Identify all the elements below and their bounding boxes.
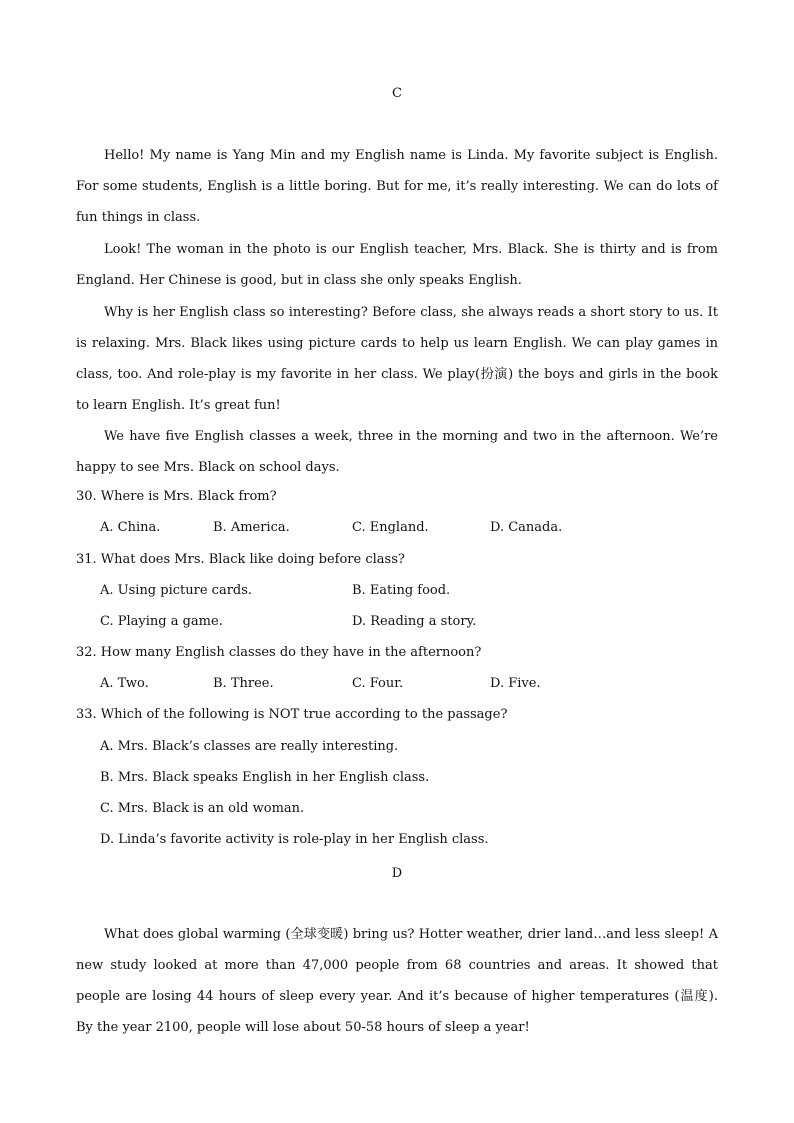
- passage-d-paragraph-1: What does global warming (全球变暖) bring us? Hotter weather, drier land…and less sleep! A new study looked at more than 47,000 people from 68 countries and areas. It showed that people are losing 44 hours of sleep every year. And it’s because of higher temperatures (温度). By the year 2100, people will lose about 50-58 hours of sleep a year!: [76, 927, 718, 1035]
- question-32-option-a: A. Two.: [100, 676, 149, 691]
- question-31-option-d: D. Reading a story.: [352, 614, 477, 629]
- question-33-stem: 33. Which of the following is NOT true according to the passage?: [76, 707, 508, 722]
- question-31-option-c: C. Playing a game.: [100, 614, 223, 629]
- section-c-letter: C: [392, 86, 402, 101]
- passage-c-paragraph-4: We have five English classes a week, three in the morning and two in the afternoon. We’re happy to see Mrs. Black on school days.: [76, 429, 718, 475]
- question-32-option-c: C. Four.: [352, 676, 404, 691]
- question-32-option-b: B. Three.: [213, 676, 274, 691]
- question-30-stem: 30. Where is Mrs. Black from?: [76, 489, 277, 504]
- question-33-option-a: A. Mrs. Black’s classes are really interesting.: [100, 739, 399, 754]
- question-30-option-b: B. America.: [213, 520, 290, 535]
- question-32-option-d: D. Five.: [490, 676, 541, 691]
- passage-c-paragraph-1: Hello! My name is Yang Min and my English name is Linda. My favorite subject is English. For some students, English is a little boring. But for me, it’s really interesting. We can do lots of fun things in class.: [76, 148, 718, 225]
- question-33-option-c: C. Mrs. Black is an old woman.: [100, 801, 305, 816]
- section-d-letter: D: [391, 866, 403, 881]
- question-30-option-a: A. China.: [100, 520, 161, 535]
- passage-c-paragraph-2: Look! The woman in the photo is our English teacher, Mrs. Black. She is thirty and is from England. Her Chinese is good, but in class she only speaks English.: [76, 242, 718, 288]
- question-33-option-b: B. Mrs. Black speaks English in her English class.: [100, 770, 430, 785]
- question-31-option-b: B. Eating food.: [352, 583, 451, 598]
- question-30-option-c: C. England.: [352, 520, 429, 535]
- question-31-option-a: A. Using picture cards.: [100, 583, 253, 598]
- question-33-option-d: D. Linda’s favorite activity is role-play in her English class.: [100, 832, 489, 847]
- question-32-stem: 32. How many English classes do they have in the afternoon?: [76, 645, 482, 660]
- passage-c-paragraph-3: Why is her English class so interesting? Before class, she always reads a short story to us. It is relaxing. Mrs. Black likes using picture cards to help us learn English. We can play games in class, too. And role-play is my favorite in her class. We play(扮演) the boys and girls in the book to learn English. It’s great fun!: [76, 305, 718, 413]
- question-30-option-d: D. Canada.: [490, 520, 563, 535]
- question-31-stem: 31. What does Mrs. Black like doing before class?: [76, 552, 405, 567]
